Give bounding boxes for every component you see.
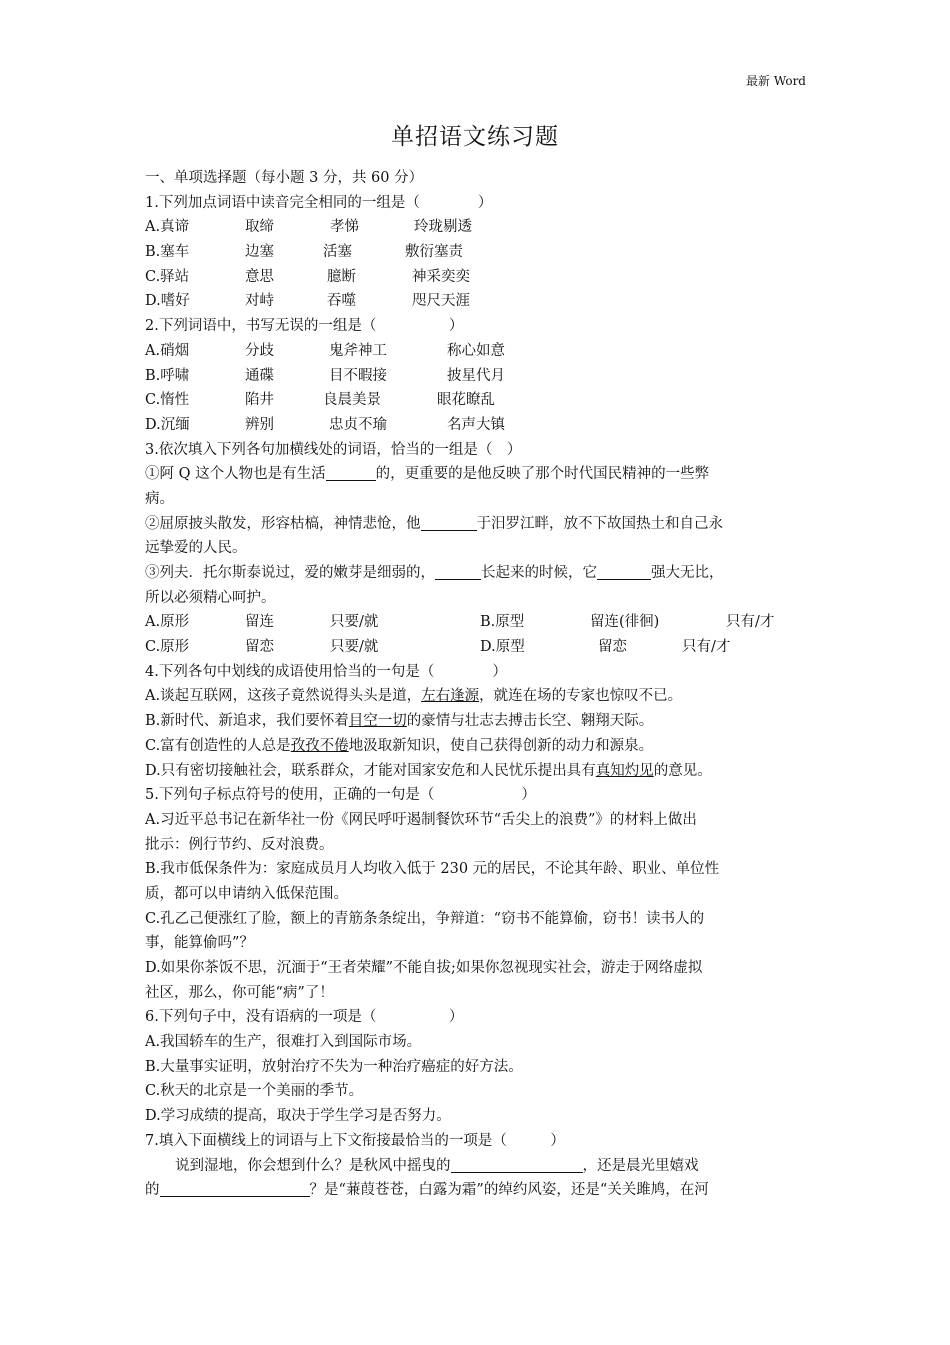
- option-word: 良晨美景: [323, 392, 381, 409]
- q1-stem: 1.下列加点词语中读音完全相同的一组是（ ）: [145, 194, 493, 211]
- q3-sentence-1: ①阿 Q 这个人物也是有生活 的，更重要的是他反映了那个时代国民精神的一些弊: [145, 466, 710, 483]
- option-word: 孝悌: [330, 219, 359, 236]
- q3-sentence-3: ③列夫．托尔斯泰说过，爱的嫩芽是细弱的， 长起来的时候，它 强大无比，: [145, 565, 724, 581]
- q3-sentence-1-cont: 病。: [145, 490, 174, 507]
- option-word: B.塞车: [145, 244, 190, 261]
- section-heading: 一、单项选择题（每小题 3 分，共 60 分）: [145, 170, 424, 186]
- q5-line: B.我市低保条件为：家庭成员月人均收入低于 230 元的居民，不论其年龄、职业、单位性: [145, 861, 720, 878]
- fill-blank: [435, 563, 481, 580]
- option-word: 通碟: [245, 367, 274, 384]
- option-word: A.真谛: [145, 219, 190, 236]
- q6-option-a: A.我国轿车的生产，很难打入到国际市场。: [145, 1034, 422, 1051]
- document-body: [145, 166, 810, 1203]
- q5-line: 社区，那么，你可能“病”了！: [145, 984, 334, 1001]
- option-word: 取缔: [245, 219, 274, 236]
- q3-options-cd: C.原形 留恋 只要/就 D.原型 留恋 只有/才: [145, 639, 731, 656]
- page-header: 最新 Word: [746, 74, 806, 88]
- option-word: 称心如意: [447, 342, 505, 359]
- q2-option-c: [145, 388, 810, 413]
- q5-line: 事，能算偷吗”？: [145, 935, 254, 952]
- q3-stem: 3.依次填入下列各句加横线处的词语，恰当的一组是（ ）: [145, 441, 522, 458]
- option-word: 鬼斧神工: [329, 342, 387, 359]
- option-word: 咫尺天涯: [412, 293, 470, 310]
- q5-line: 批示：例行节约、反对浪费。: [145, 836, 334, 853]
- q4-option-a: A.谈起互联网，这孩子竟然说得头头是道，左右逢源，就连在场的专家也惊叹不已。: [145, 688, 683, 705]
- fill-blank: [326, 464, 376, 481]
- option-word: 陷井: [245, 392, 274, 409]
- fill-blank: [160, 1180, 310, 1197]
- q3-options-ab: A.原形 留连 只要/就 B.原型 留连(徘徊) 只有/才: [145, 614, 775, 631]
- option-word: C.惰性: [145, 392, 190, 409]
- q2-stem: 2.下列词语中，书写无误的一组是（ ）: [145, 318, 464, 335]
- q2-option-d: [145, 413, 810, 438]
- option-word: 神采奕奕: [412, 268, 470, 285]
- q7-stem: 7.填入下面横线上的词语与上下文衔接最恰当的一项是（ ）: [145, 1132, 565, 1149]
- option-word: 忠贞不瑜: [329, 416, 387, 433]
- option-word: A.硝烟: [145, 342, 190, 359]
- option-word: D.嗜好: [145, 293, 190, 310]
- fill-blank: [451, 1156, 583, 1173]
- underlined-idiom: 孜孜不倦: [290, 737, 349, 754]
- q3-sentence-3-cont: 所以必须精心呵护。: [145, 589, 276, 606]
- q4-option-c: C.富有创造性的人总是孜孜不倦地汲取新知识，使自己获得创新的动力和源泉。: [145, 737, 654, 754]
- option-word: 意思: [245, 268, 274, 285]
- underlined-idiom: 真知灼见: [595, 762, 654, 779]
- q3-sentence-2: ②屈原披头散发，形容枯槁，神情悲怆，他 于汨罗江畔，放不下故国热土和自己永: [145, 515, 723, 532]
- option-word: 对峙: [245, 293, 274, 310]
- option-word: 敷衍塞责: [405, 244, 463, 261]
- q7-passage-line-2: 的 ？是“蒹葭苍苍，白露为霜”的绰约风姿，还是“关关雎鸠，在河: [145, 1182, 709, 1199]
- q4-option-b: B.新时代、新追求，我们要怀着目空一切的豪情与壮志去搏击长空、翱翔天际。: [145, 713, 654, 730]
- q5-line: 质，都可以申请纳入低保范围。: [145, 885, 348, 902]
- q3-sentence-2-cont: 远挚爱的人民。: [145, 540, 247, 557]
- q4-stem: 4.下列各句中划线的成语使用恰当的一句是（ ）: [145, 663, 507, 680]
- q7-passage-line-1: 说到湿地，你会想到什么？是秋风中摇曳的 ，还是晨光里嬉戏: [175, 1157, 699, 1174]
- fill-blank: [597, 563, 651, 580]
- option-word: B.呼啸: [145, 367, 190, 384]
- q4-option-d: D.只有密切接触社会，联系群众，才能对国家安危和人民忧乐提出具有真知灼见的意见。: [145, 762, 712, 779]
- option-word: C.驿站: [145, 268, 190, 285]
- q1-option-b: [145, 240, 810, 265]
- q6-option-b: B.大量事实证明，放射治疗不失为一种治疗癌症的好方法。: [145, 1058, 523, 1075]
- q6-stem: 6.下列句子中，没有语病的一项是（ ）: [145, 1009, 464, 1026]
- q2-option-b: [145, 364, 810, 389]
- option-word: 活塞: [323, 244, 352, 261]
- option-word: 辨别: [245, 416, 274, 433]
- fill-blank: [421, 514, 477, 531]
- document-title: 单招语文练习题: [391, 124, 559, 150]
- option-word: 分歧: [245, 342, 274, 359]
- option-word: 边塞: [245, 244, 274, 261]
- q6-option-c: C.秋天的北京是一个美丽的季节。: [145, 1083, 364, 1100]
- option-word: 披星代月: [447, 367, 505, 384]
- q1-option-c: [145, 265, 810, 290]
- option-word: 名声大镇: [447, 416, 505, 433]
- option-word: 眼花瞭乱: [437, 392, 495, 409]
- q5-line: C.孔乙己便涨红了脸，额上的青筋条条绽出，争辩道：“窃书不能算偷，窃书！读书人的: [145, 910, 705, 927]
- q1-option-d: [145, 289, 810, 314]
- option-word: D.沉缅: [145, 416, 190, 433]
- q5-line: A.习近平总书记在新华社一份《网民呼吁遏制餐饮环节“舌尖上的浪费”》的材料上做出: [145, 811, 697, 828]
- q1-option-a: [145, 215, 810, 240]
- underlined-idiom: 左右逢源: [421, 688, 480, 705]
- option-word: 吞噬: [327, 293, 356, 310]
- q2-option-a: [145, 339, 810, 364]
- q5-line: D.如果你茶饭不思，沉湎于“王者荣耀”不能自拔;如果你忽视现实社会，游走于网络虚拟: [145, 960, 703, 976]
- q6-option-d: D.学习成绩的提高，取决于学生学习是否努力。: [145, 1108, 451, 1125]
- option-word: 目不暇接: [329, 367, 387, 384]
- option-word: 臆断: [327, 268, 356, 285]
- option-word: 玲珑剔透: [414, 219, 472, 236]
- q5-stem: 5.下列句子标点符号的使用，正确的一句是（ ）: [145, 787, 536, 804]
- underlined-idiom: 目空一切: [348, 713, 407, 730]
